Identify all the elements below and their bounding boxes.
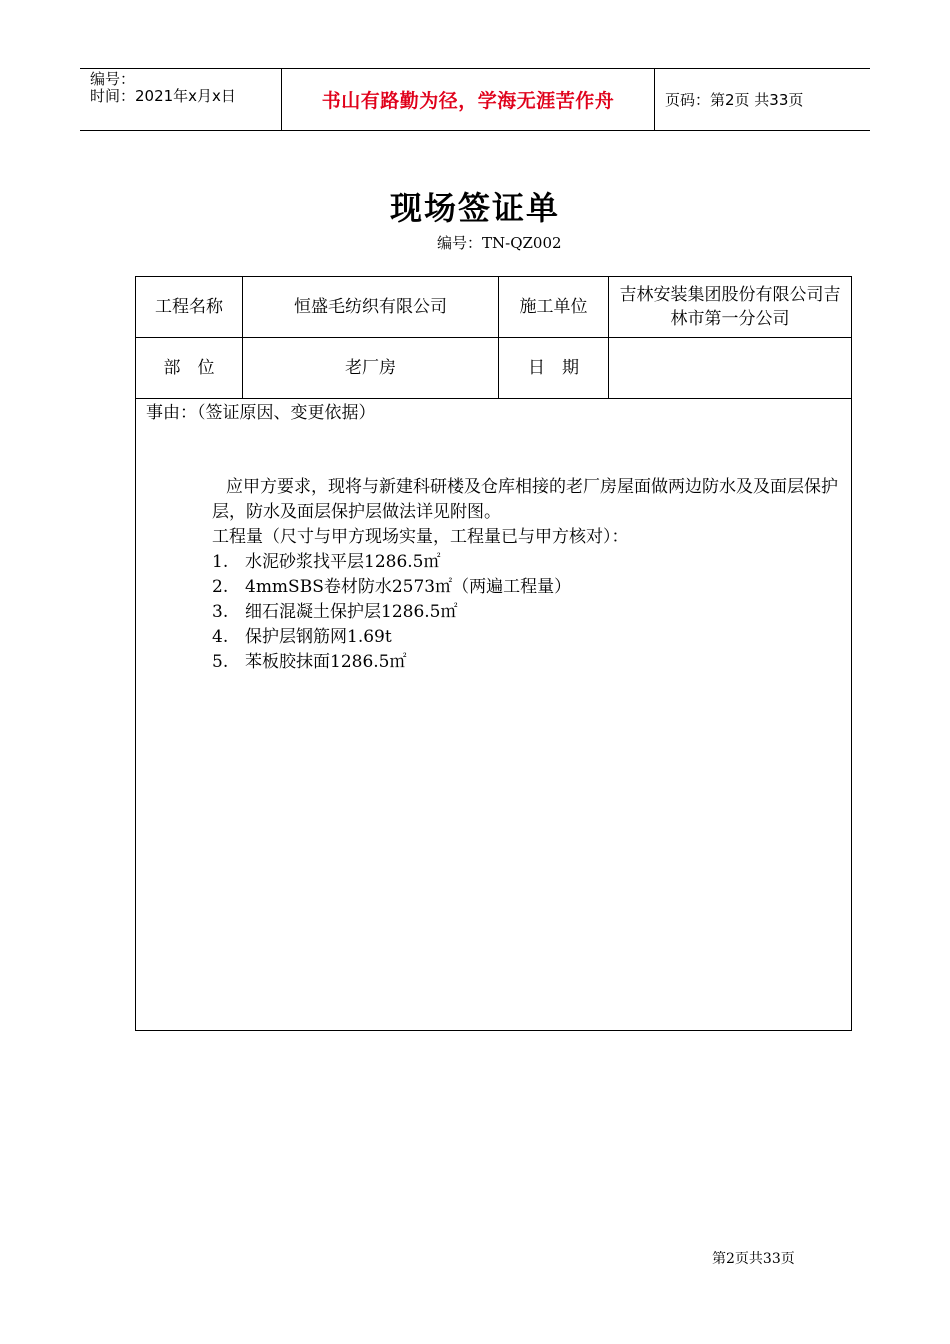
header-page-info: 页码：第2页 共33页 [665, 91, 804, 109]
form-row-location [136, 338, 851, 399]
value-date [609, 338, 851, 398]
visa-form-table [135, 276, 852, 1031]
header-meta [80, 69, 282, 130]
item-text: 4mmSBS卷材防水2573㎡（两遍工程量） [245, 577, 572, 597]
item-text: 细石混凝土保护层1286.5㎡ [245, 602, 458, 622]
form-row-project [136, 277, 851, 338]
item-number: 5. [212, 652, 229, 672]
header-time: 时间：2021年x月x日 [90, 87, 236, 105]
item-number: 1. [212, 552, 229, 572]
label-date: 日 期 [499, 338, 609, 398]
header-motto: 书山有路勤为径，学海无涯苦作舟 [282, 69, 655, 130]
reason-label: 事由：（签证原因、变更依据） [146, 403, 376, 423]
label-location: 部 位 [136, 338, 243, 398]
item-text: 水泥砂浆找平层1286.5㎡ [245, 552, 441, 572]
item-text: 苯板胶抹面1286.5㎡ [245, 652, 407, 672]
value-project-name: 恒盛毛纺织有限公司 [243, 277, 499, 337]
item-text: 保护层钢筋网1.69t [245, 627, 392, 647]
list-item [212, 600, 571, 625]
list-item [212, 550, 571, 575]
item-number: 4. [212, 627, 229, 647]
list-item [212, 625, 571, 650]
label-contractor: 施工单位 [499, 277, 609, 337]
value-location: 老厂房 [243, 338, 499, 398]
reason-description: 应甲方要求，现将与新建科研楼及仓库相接的老厂房屋面做两边防水及及面层保护层，防水及面层保护层做法详见附图。 [212, 477, 838, 522]
document-header [80, 68, 870, 131]
document-title: 现场签证单 [389, 189, 560, 227]
footer-page-number: 第2页共33页 [712, 1251, 795, 1267]
value-contractor: 吉林安装集团股份有限公司吉林市第一分公司 [619, 285, 841, 329]
list-item [212, 650, 571, 675]
quantity-label: 工程量（尺寸与甲方现场实量，工程量已与甲方核对）： [212, 527, 629, 547]
quantity-list [212, 550, 571, 675]
header-number-label: 编号： [90, 70, 136, 88]
item-number: 3. [212, 602, 229, 622]
list-item [212, 575, 571, 600]
item-number: 2. [212, 577, 229, 597]
label-project-name: 工程名称 [136, 277, 243, 337]
document-number: 编号：TN-QZ002 [437, 234, 562, 252]
